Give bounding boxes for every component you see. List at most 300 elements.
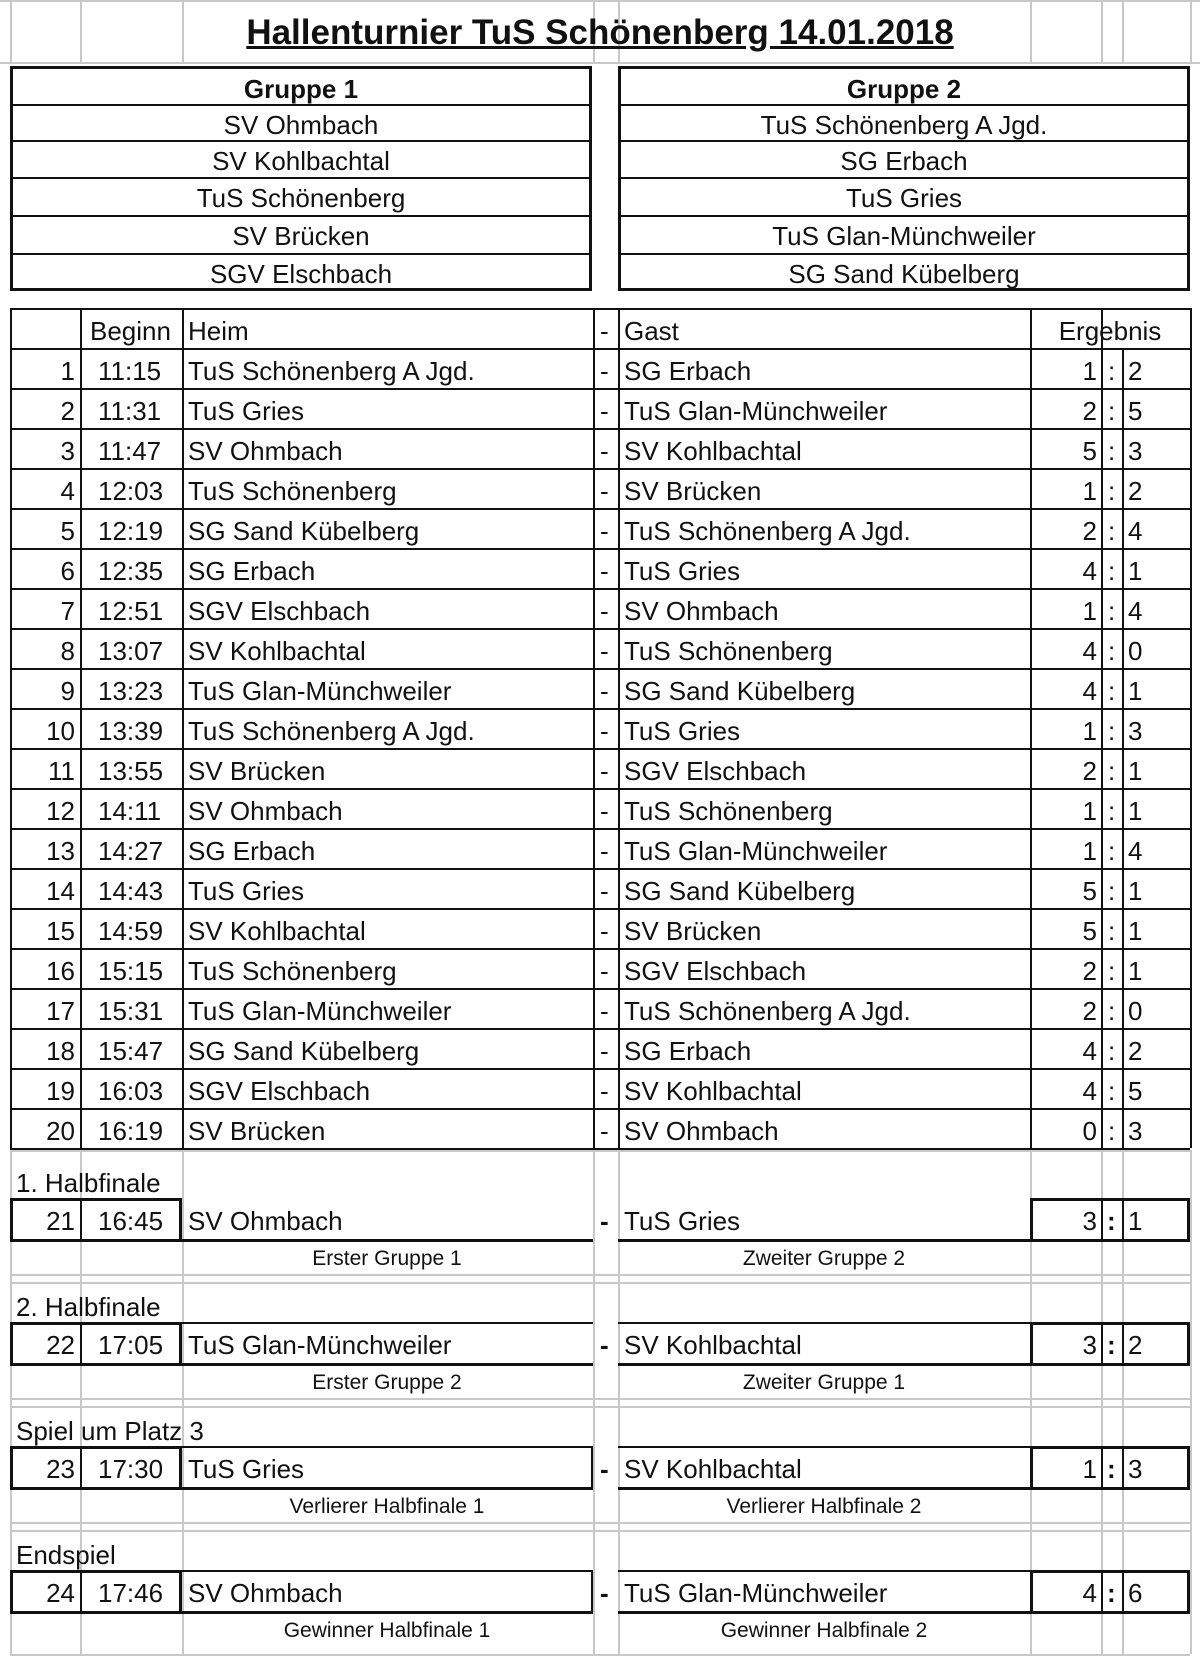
home-goals: 4 [1082, 676, 1097, 706]
score-colon: : [1108, 876, 1116, 906]
final-away-top-line [618, 1322, 1030, 1324]
final-home-right-line [591, 1570, 593, 1614]
away-team: SG Sand Kübelberg [624, 876, 856, 906]
grid-row-line [10, 1282, 1190, 1284]
header-dash: - [600, 316, 609, 346]
home-team: SV Ohmbach [188, 1206, 343, 1236]
match-time: 12:35 [98, 556, 164, 586]
match-number: 21 [46, 1206, 75, 1236]
away-team: TuS Gries [624, 556, 741, 586]
away-goals: 1 [1128, 556, 1143, 586]
table-row-line [10, 948, 1190, 950]
match-number: 3 [60, 436, 75, 466]
final-score-divider [1101, 1446, 1103, 1490]
home-team: TuS Schönenberg [188, 476, 397, 506]
table-column-line [1190, 308, 1192, 1148]
table-row-line [10, 428, 1190, 430]
header-beginn: Beginn [90, 316, 171, 346]
match-dash: - [600, 516, 609, 546]
home-goals: 2 [1082, 516, 1097, 546]
away-goals: 3 [1128, 1116, 1143, 1146]
group-team: TuS Schönenberg A Jgd. [760, 110, 1048, 140]
group-row-line [10, 104, 592, 106]
home-goals: 4 [1082, 1036, 1097, 1066]
match-dash: - [600, 556, 609, 586]
final-number-divider [80, 1446, 82, 1490]
away-origin-note: Zweiter Gruppe 2 [742, 1247, 906, 1270]
away-team: SG Erbach [624, 1036, 752, 1066]
away-team: TuS Schönenberg A Jgd. [624, 516, 911, 546]
away-team: SV Kohlbachtal [624, 1454, 802, 1484]
away-goals: 3 [1128, 1454, 1143, 1484]
home-team: SV Ohmbach [188, 1578, 343, 1608]
match-dash: - [600, 796, 609, 826]
match-number: 5 [60, 516, 75, 546]
group-team: TuS Glan-Münchweiler [772, 221, 1036, 251]
away-team: SV Kohlbachtal [624, 1076, 802, 1106]
away-goals: 4 [1128, 836, 1143, 866]
away-goals: 5 [1128, 396, 1143, 426]
match-time: 12:19 [98, 516, 164, 546]
score-colon: : [1108, 756, 1116, 786]
match-time: 16:19 [98, 1116, 164, 1146]
grid-row-line [10, 1530, 1190, 1532]
match-time: 14:43 [98, 876, 164, 906]
match-time: 11:47 [98, 436, 162, 466]
away-goals: 1 [1128, 796, 1143, 826]
grid-row-line [10, 1522, 1190, 1524]
final-away-line [618, 1611, 1030, 1614]
match-number: 7 [60, 596, 75, 626]
match-dash: - [600, 716, 609, 746]
table-row-line [10, 1108, 1190, 1110]
away-goals: 3 [1128, 716, 1143, 746]
away-goals: 1 [1128, 876, 1143, 906]
final-score-divider [1101, 1570, 1103, 1614]
home-team: SG Erbach [188, 836, 316, 866]
away-goals: 4 [1128, 516, 1143, 546]
away-goals: 5 [1128, 1076, 1143, 1106]
final-round-label: Spiel um Platz 3 [16, 1416, 204, 1446]
table-row-line [10, 1068, 1190, 1070]
final-home-line [182, 1487, 593, 1490]
score-colon: : [1108, 436, 1116, 466]
grid-column-line [1030, 0, 1032, 62]
match-number: 16 [46, 956, 75, 986]
home-goals: 2 [1082, 396, 1097, 426]
score-colon: : [1108, 956, 1116, 986]
home-team: SG Sand Kübelberg [188, 516, 420, 546]
group-team: SV Brücken [232, 221, 370, 251]
table-column-line [182, 308, 184, 1148]
grid-column-line [10, 0, 12, 62]
match-dash: - [600, 916, 609, 946]
group-row-line [10, 215, 592, 217]
table-row-line [10, 508, 1190, 510]
home-goals: 1 [1082, 796, 1097, 826]
grid-row-line [10, 1274, 1190, 1276]
match-number: 24 [46, 1578, 75, 1608]
away-goals: 1 [1128, 1206, 1143, 1236]
table-row-line [10, 628, 1190, 630]
group-title: Gruppe 1 [243, 74, 359, 104]
away-team: SV Ohmbach [624, 596, 779, 626]
final-number-divider [80, 1322, 82, 1366]
away-team: SG Erbach [624, 356, 752, 386]
match-time: 15:15 [98, 956, 164, 986]
table-row-line [10, 468, 1190, 470]
home-goals: 5 [1082, 916, 1097, 946]
grid-row-line [10, 1398, 1190, 1400]
grid-row-line [0, 0, 1200, 2]
match-dash: - [600, 636, 609, 666]
match-number: 9 [60, 676, 75, 706]
final-home-line [182, 1239, 593, 1242]
match-number: 10 [46, 716, 75, 746]
away-team: TuS Gries [624, 716, 741, 746]
away-goals: 1 [1128, 676, 1143, 706]
score-colon: : [1108, 356, 1116, 386]
home-goals: 3 [1082, 1206, 1097, 1236]
table-column-line [618, 308, 620, 1148]
group-row-line [10, 177, 592, 179]
match-number: 14 [46, 876, 75, 906]
grid-column-line [80, 0, 82, 62]
home-goals: 5 [1082, 436, 1097, 466]
final-round-label: 2. Halbfinale [16, 1292, 161, 1322]
score-colon: : [1107, 1206, 1116, 1236]
home-goals: 1 [1082, 596, 1097, 626]
home-origin-note: Erster Gruppe 1 [312, 1247, 462, 1270]
away-goals: 1 [1128, 956, 1143, 986]
match-dash: - [600, 1076, 609, 1106]
header-heim: Heim [188, 316, 249, 346]
match-time: 14:59 [98, 916, 164, 946]
final-score-divider [1101, 1198, 1103, 1242]
score-colon: : [1108, 916, 1116, 946]
away-team: SV Kohlbachtal [624, 436, 802, 466]
match-time: 15:47 [98, 1036, 164, 1066]
home-goals: 1 [1082, 356, 1097, 386]
away-origin-note: Verlierer Halbfinale 2 [726, 1495, 922, 1518]
score-colon: : [1108, 996, 1116, 1026]
home-origin-note: Verlierer Halbfinale 1 [289, 1495, 485, 1518]
table-row-line [10, 708, 1190, 710]
home-goals: 2 [1082, 956, 1097, 986]
group-team: TuS Schönenberg [196, 183, 406, 213]
home-goals: 5 [1082, 876, 1097, 906]
away-team: SV Ohmbach [624, 1116, 779, 1146]
final-away-line [618, 1239, 1030, 1242]
home-team: SV Brücken [188, 1116, 326, 1146]
final-home-line [182, 1611, 593, 1614]
final-score-divider [1122, 1570, 1124, 1614]
header-gast: Gast [624, 316, 679, 346]
table-row-line [10, 988, 1190, 990]
score-colon: : [1108, 676, 1116, 706]
group-row-line [10, 253, 592, 255]
match-time: 11:31 [98, 396, 162, 426]
home-team: TuS Gries [188, 1454, 305, 1484]
home-goals: 4 [1082, 636, 1097, 666]
table-row-line [10, 788, 1190, 790]
final-home-top-line [182, 1322, 593, 1324]
home-team: SG Erbach [188, 556, 316, 586]
home-goals: 2 [1082, 756, 1097, 786]
grid-column-line [182, 0, 184, 62]
match-dash: - [600, 676, 609, 706]
match-time: 17:05 [98, 1330, 164, 1360]
away-team: TuS Schönenberg [624, 796, 833, 826]
group-row-line [10, 140, 592, 142]
header-ergebnis: Ergebnis [1058, 316, 1162, 346]
match-time: 16:45 [98, 1206, 164, 1236]
score-colon: : [1108, 1116, 1116, 1146]
home-team: TuS Glan-Münchweiler [188, 676, 452, 706]
table-row-line [10, 868, 1190, 870]
match-time: 13:07 [98, 636, 164, 666]
match-dash: - [600, 756, 609, 786]
group-title: Gruppe 2 [846, 74, 962, 104]
away-team: TuS Glan-Münchweiler [624, 1578, 888, 1608]
page-title: Hallenturnier TuS Schönenberg 14.01.2018 [246, 13, 954, 52]
final-score-divider [1122, 1322, 1124, 1366]
grid-column-line [1101, 0, 1103, 62]
match-time: 13:55 [98, 756, 164, 786]
table-row-line [10, 828, 1190, 830]
table-row-line [10, 668, 1190, 670]
away-goals: 4 [1128, 596, 1143, 626]
table-row-line [10, 308, 1190, 310]
home-team: SGV Elschbach [188, 596, 371, 626]
away-goals: 2 [1128, 356, 1143, 386]
match-number: 13 [46, 836, 75, 866]
score-colon: : [1108, 476, 1116, 506]
score-colon: : [1108, 396, 1116, 426]
home-origin-note: Erster Gruppe 2 [312, 1371, 462, 1394]
away-team: SGV Elschbach [624, 956, 807, 986]
home-team: SV Ohmbach [188, 796, 343, 826]
home-team: SV Kohlbachtal [188, 916, 366, 946]
match-time: 14:27 [98, 836, 164, 866]
home-goals: 1 [1082, 476, 1097, 506]
group-team: SG Sand Kübelberg [788, 259, 1020, 289]
home-team: SGV Elschbach [188, 1076, 371, 1106]
home-team: TuS Schönenberg A Jgd. [188, 716, 475, 746]
home-team: TuS Gries [188, 396, 305, 426]
match-number: 23 [46, 1454, 75, 1484]
table-column-line [593, 308, 595, 1148]
home-team: SV Brücken [188, 756, 326, 786]
grid-row-line [0, 62, 1200, 64]
home-team: TuS Glan-Münchweiler [188, 1330, 452, 1360]
final-away-top-line [618, 1570, 1030, 1572]
table-column-line [10, 308, 12, 1148]
table-column-line [1030, 308, 1032, 1148]
match-time: 13:23 [98, 676, 164, 706]
table-column-line [1101, 348, 1103, 1148]
away-team: TuS Gries [624, 1206, 741, 1236]
match-number: 15 [46, 916, 75, 946]
match-time: 17:30 [98, 1454, 164, 1484]
final-home-top-line [182, 1570, 593, 1572]
away-goals: 0 [1128, 996, 1143, 1026]
match-dash: - [600, 356, 609, 386]
final-away-line [618, 1487, 1030, 1490]
group-row-line [618, 253, 1190, 255]
score-colon: : [1108, 556, 1116, 586]
final-score-divider [1101, 1322, 1103, 1366]
match-dash: - [600, 956, 609, 986]
final-number-divider [80, 1198, 82, 1242]
away-goals: 1 [1128, 756, 1143, 786]
match-number: 11 [48, 756, 75, 786]
table-row-line [10, 548, 1190, 550]
away-team: SV Brücken [624, 476, 762, 506]
final-away-top-line [618, 1446, 1030, 1448]
match-time: 14:11 [98, 796, 162, 826]
match-dash: - [600, 596, 609, 626]
score-colon: : [1108, 716, 1116, 746]
score-colon: : [1108, 796, 1116, 826]
score-colon: : [1108, 1076, 1116, 1106]
match-dash: - [600, 1578, 609, 1608]
match-dash: - [600, 1036, 609, 1066]
match-time: 12:51 [98, 596, 164, 626]
match-time: 11:15 [98, 356, 162, 386]
grid-column-line [1190, 0, 1192, 62]
group-team: SV Ohmbach [223, 110, 379, 140]
match-dash: - [600, 476, 609, 506]
away-goals: 2 [1128, 1330, 1143, 1360]
match-dash: - [600, 436, 609, 466]
away-goals: 2 [1128, 476, 1143, 506]
table-row-line [10, 388, 1190, 390]
match-dash: - [600, 1116, 609, 1146]
table-row-line [10, 588, 1190, 590]
final-home-top-line [182, 1446, 593, 1448]
home-goals: 2 [1082, 996, 1097, 1026]
away-goals: 1 [1128, 916, 1143, 946]
home-goals: 4 [1082, 1076, 1097, 1106]
group-team: SV Kohlbachtal [212, 146, 390, 176]
away-team: TuS Schönenberg [624, 636, 833, 666]
group-row-line [618, 140, 1190, 142]
away-goals: 3 [1128, 436, 1143, 466]
home-team: SV Ohmbach [188, 436, 343, 466]
home-goals: 0 [1082, 1116, 1097, 1146]
group-team: SGV Elschbach [209, 259, 393, 289]
match-number: 17 [46, 996, 75, 1026]
match-time: 16:03 [98, 1076, 164, 1106]
final-score-divider [1122, 1446, 1124, 1490]
match-number: 2 [60, 396, 75, 426]
match-number: 4 [60, 476, 75, 506]
home-team: SV Kohlbachtal [188, 636, 366, 666]
grid-column-line [1122, 0, 1124, 62]
match-time: 13:39 [98, 716, 164, 746]
score-colon: : [1108, 596, 1116, 626]
match-number: 19 [46, 1076, 75, 1106]
group-team: SG Erbach [840, 146, 968, 176]
away-team: TuS Schönenberg A Jgd. [624, 996, 911, 1026]
final-score-divider [1122, 1198, 1124, 1242]
away-team: SGV Elschbach [624, 756, 807, 786]
match-dash: - [600, 396, 609, 426]
home-team: SG Sand Kübelberg [188, 1036, 420, 1066]
match-time: 15:31 [98, 996, 164, 1026]
match-dash: - [600, 876, 609, 906]
home-team: TuS Gries [188, 876, 305, 906]
home-team: TuS Schönenberg [188, 956, 397, 986]
away-origin-note: Gewinner Halbfinale 2 [720, 1619, 928, 1642]
final-home-line [182, 1363, 593, 1366]
home-goals: 3 [1082, 1330, 1097, 1360]
score-colon: : [1108, 636, 1116, 666]
home-goals: 1 [1082, 1454, 1097, 1484]
match-dash: - [600, 1454, 609, 1484]
table-column-line [80, 308, 82, 1148]
home-team: TuS Schönenberg A Jgd. [188, 356, 475, 386]
final-round-label: Endspiel [16, 1540, 116, 1570]
away-goals: 2 [1128, 1036, 1143, 1066]
away-team: TuS Glan-Münchweiler [624, 396, 888, 426]
match-time: 17:46 [98, 1578, 164, 1608]
match-number: 8 [60, 636, 75, 666]
away-goals: 6 [1128, 1578, 1143, 1608]
final-home-right-line [591, 1446, 593, 1490]
group-row-line [618, 104, 1190, 106]
score-colon: : [1108, 836, 1116, 866]
match-number: 12 [46, 796, 75, 826]
match-number: 6 [60, 556, 75, 586]
home-team: TuS Glan-Münchweiler [188, 996, 452, 1026]
group-row-line [618, 177, 1190, 179]
away-team: SV Kohlbachtal [624, 1330, 802, 1360]
score-colon: : [1107, 1578, 1116, 1608]
away-team: TuS Glan-Münchweiler [624, 836, 888, 866]
match-dash: - [600, 836, 609, 866]
match-time: 12:03 [98, 476, 164, 506]
match-dash: - [600, 1206, 609, 1236]
away-goals: 0 [1128, 636, 1143, 666]
group-row-line [618, 215, 1190, 217]
table-row-line [10, 348, 1190, 350]
grid-row-line [10, 1150, 1190, 1152]
home-goals: 1 [1082, 836, 1097, 866]
table-column-line [1122, 348, 1124, 1148]
home-origin-note: Gewinner Halbfinale 1 [283, 1619, 491, 1642]
away-origin-note: Zweiter Gruppe 1 [742, 1371, 906, 1394]
score-colon: : [1108, 1036, 1116, 1066]
match-number: 18 [46, 1036, 75, 1066]
final-number-divider [80, 1570, 82, 1614]
final-round-label: 1. Halbfinale [16, 1168, 161, 1198]
home-goals: 4 [1082, 1578, 1097, 1608]
match-number: 1 [60, 356, 75, 386]
score-colon: : [1107, 1330, 1116, 1360]
home-goals: 1 [1082, 716, 1097, 746]
away-team: SV Brücken [624, 916, 762, 946]
home-goals: 4 [1082, 556, 1097, 586]
final-away-line [618, 1363, 1030, 1366]
group-team: TuS Gries [845, 183, 963, 213]
score-colon: : [1107, 1454, 1116, 1484]
table-row-line [10, 1028, 1190, 1030]
table-row-line [10, 748, 1190, 750]
grid-row-line [10, 1406, 1190, 1408]
away-team: SG Sand Kübelberg [624, 676, 856, 706]
